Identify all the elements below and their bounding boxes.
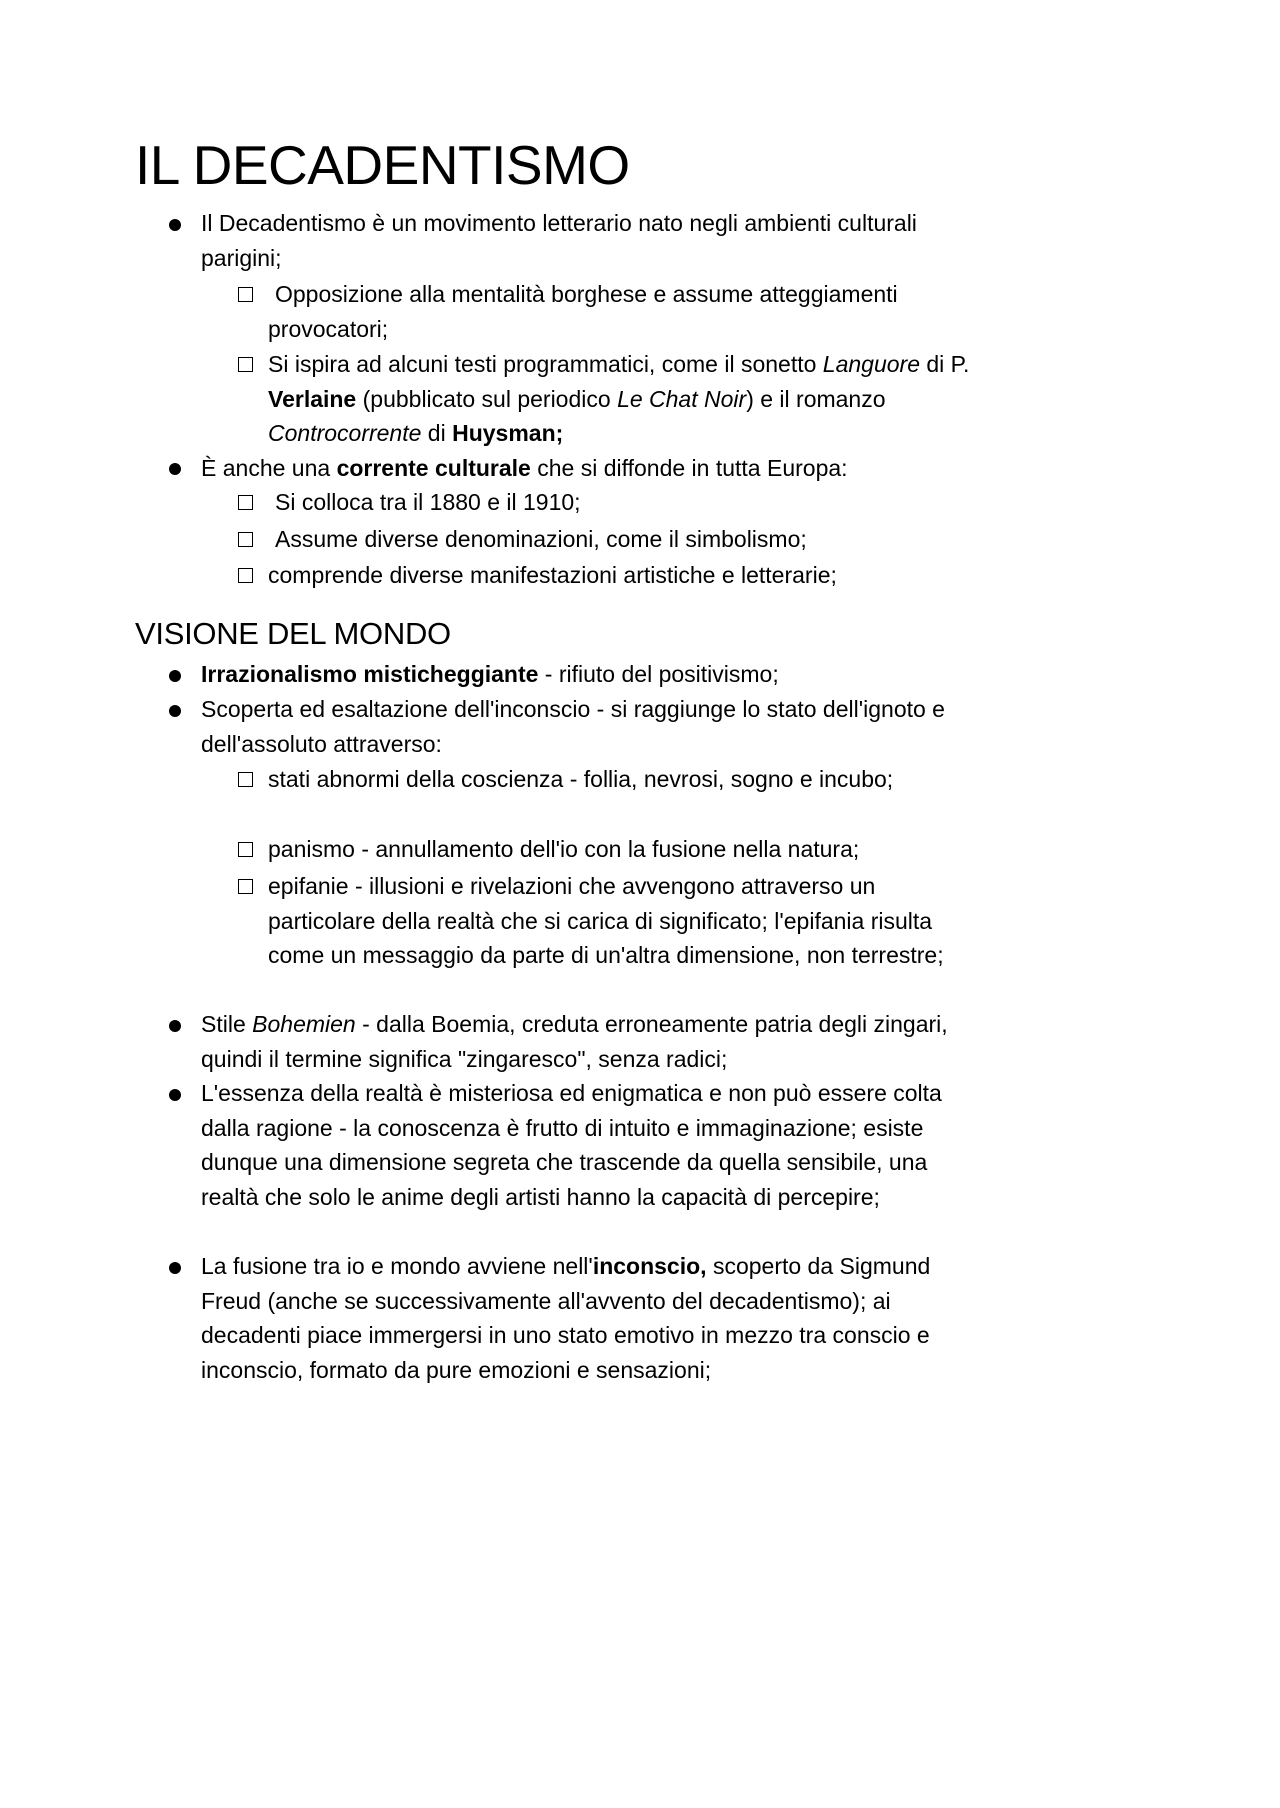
bold-term: inconscio, <box>592 1253 707 1279</box>
bold-name: Verlaine <box>268 385 357 412</box>
text-span: (pubblicato sul periodico <box>356 385 618 412</box>
bold-name: Huysman; <box>452 420 564 447</box>
checkbox-icon <box>238 842 253 857</box>
bullet-icon <box>169 1262 181 1274</box>
checkbox-icon <box>238 287 253 302</box>
italic-title: Languore <box>822 351 920 377</box>
checkbox-icon <box>238 495 253 510</box>
list-item: Scoperta ed esaltazione dell'inconscio - si raggiunge lo stato dell'ignoto e dell'assoluto attraverso: <box>201 696 945 757</box>
text-span: - rifiuto del positivismo; <box>538 661 779 687</box>
text-span: La fusione tra io e mondo avviene nell' <box>201 1253 593 1279</box>
bullet-icon <box>169 705 181 717</box>
sub-list-item: stati abnormi della coscienza - follia, nevrosi, sogno e incubo; <box>268 766 894 792</box>
text-span: Si ispira ad alcuni testi programmatici, come il sonetto <box>268 351 823 377</box>
sub-list-item: comprende diverse manifestazioni artistiche e letterarie; <box>268 562 837 588</box>
text-span: di <box>421 420 453 447</box>
sub-list-item: Opposizione alla mentalità borghese e assume atteggiamenti provocatori; <box>268 281 898 342</box>
bold-term: corrente culturale <box>336 455 531 481</box>
bullet-icon <box>169 1089 181 1101</box>
page-title: IL DECADENTISMO <box>135 134 630 196</box>
italic-title: Controcorrente <box>268 420 422 447</box>
checkbox-icon <box>238 772 253 787</box>
sub-list-item: Si colloca tra il 1880 e il 1910; <box>275 489 581 515</box>
list-item <box>201 1249 991 1387</box>
section-heading: VISIONE DEL MONDO <box>135 616 451 651</box>
list-item: Il Decadentismo è un movimento letterario nato negli ambienti culturali parigini; <box>201 210 917 271</box>
checkbox-icon <box>238 568 253 583</box>
text-span: che si diffonde in tutta Europa: <box>530 455 848 481</box>
checkbox-icon <box>238 357 253 372</box>
text-span: - dalla Boemia, creduta erroneamente patria degli zingari, quindi il termine significa "zingaresco", senza radici; <box>201 1011 948 1072</box>
text-span: di P. <box>920 351 970 377</box>
bullet-icon <box>169 1020 181 1032</box>
text-span: ) e il romanzo <box>746 385 886 412</box>
bold-term: Irrazionalismo misticheggiante <box>201 661 539 687</box>
text-span: Stile <box>201 1011 253 1037</box>
list-item <box>201 1007 991 1076</box>
list-item <box>201 451 991 486</box>
checkbox-icon <box>238 879 253 894</box>
bullet-icon <box>169 463 181 475</box>
bullet-icon <box>169 670 181 682</box>
text-span: scoperto da Sigmund Freud (anche se successivamente all'avvento del decadentismo); ai decadenti piace immergersi in uno stato emotivo in mezzo tra conscio e inconscio, formato da pure emozioni e sensazioni; <box>201 1253 931 1383</box>
italic-title: Le Chat Noir <box>617 385 747 412</box>
sub-list-item: Assume diverse denominazioni, come il simbolismo; <box>275 526 807 552</box>
list-item <box>201 657 991 692</box>
checkbox-icon <box>238 532 253 547</box>
sub-list-item <box>268 347 988 451</box>
list-item: L'essenza della realtà è misteriosa ed enigmatica e non può essere colta dalla ragione - la conoscenza è frutto di intuito e immaginazione; esiste dunque una dimensione segreta che trascende da quella sensibile, una realtà che solo le anime degli artisti hanno la capacità di percepire; <box>201 1080 942 1210</box>
bullet-icon <box>169 219 181 231</box>
text-span: È anche una <box>201 455 337 481</box>
italic-term: Bohemien <box>252 1011 356 1037</box>
sub-list-item: epifanie - illusioni e rivelazioni che avvengono attraverso un particolare della realtà che si carica di significato; l'epifania risulta come un messaggio da parte di un'altra dimensione, non terrestre; <box>268 873 944 969</box>
sub-list-item: panismo - annullamento dell'io con la fusione nella natura; <box>268 836 860 862</box>
